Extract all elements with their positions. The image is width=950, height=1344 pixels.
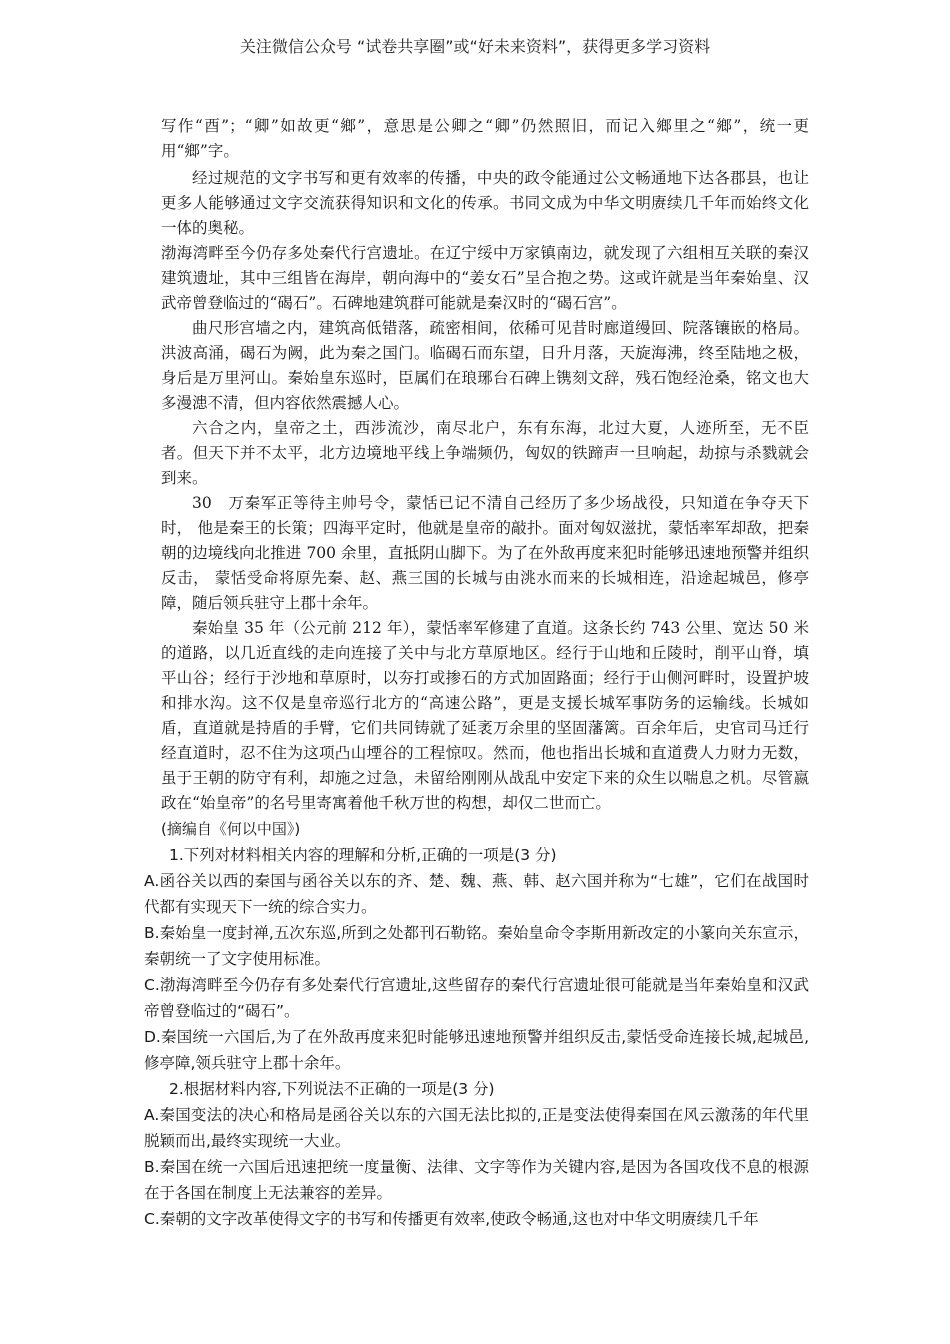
question-2-option-c: C.秦朝的文字改革使得文字的书写和传播更有效率,使政令畅通,这也对中华文明赓续几千年 (144, 1210, 759, 1228)
paragraph-1: 写作“酉”；“卿”如故更“鄉”，意思是公卿之“卿”仍然照旧，而记入鄉里之“鄉”，统一更用“鄉”字。 (161, 117, 809, 160)
paragraph-3: 渤海湾畔至今仍存多处秦代行宫遗址。在辽宁绥中万家镇南边，就发现了六组相互关联的秦汉建筑遗址，其中三组皆在海岸，朝向海中的“姜女石”呈合抱之势。这或许就是当年秦始皇、汉武帝曾登临过的“碣石”。石碑地建筑群可能就是秦汉时的“碣石宫”。 (161, 244, 809, 312)
paragraph-4: 曲尺形宫墙之内，建筑高低错落，疏密相间，依稀可见昔时廊道缦回、院落镶嵌的格局。洪波高涌，碣石为阙，此为秦之国门。临碣石而东望，日升月落，天旋海沸，终至陆地之极，身后是万里河山。秦始皇东巡时，臣属们在琅琊台石碑上镌刻文辞，残石饱经沧桑，铭文也大多漫漶不清，但内容依然震撼人心。 (161, 319, 809, 412)
question-2-option-a: A.秦国变法的决心和格局是函谷关以东的六国无法比拟的,正是变法使得秦国在风云激荡的年代里脱颖而出,最终实现统一大业。 (144, 1106, 809, 1150)
paragraph-7: 秦始皇 35 年（公元前 212 年），蒙恬率军修建了直道。这条长约 743 公里、宽达 50 米的道路，以几近直线的走向连接了关中与北方草原地区。经行于山地和丘陵时，削平山脊，填平山谷；经行于沙地和草原时，以夯打或掺石的方式加固路面；经行于山侧河畔时，设置护坡和排水沟。这不仅是皇帝巡行北方的“高速公路”，更是支援长城军事防务的运输线。长城如盾，直道就是持盾的手臂，它们共同铸就了延袤万余里的坚固藩篱。百余年后，史官司马迁行经直道时，忍不住为这项凸山堙谷的工程惊叹。然而，他也指出长城和直道费人力财力无数，虽于王朝的防守有利，却施之过急，未留给刚刚从战乱中安定下来的众生以喘息之机。尽管嬴政在“始皇帝”的名号里寄寓着他千秋万世的构想，却仅二世而亡。 (161, 619, 809, 812)
question-1-option-c: C.渤海湾畔至今仍存有多处秦代行宫遗址,这些留存的秦代行宫遗址很可能就是当年秦始皇和汉武帝曾登临过的“碣石”。 (144, 976, 809, 1020)
question-1-option-d: D.秦国统一六国后,为了在外敌再度来犯时能够迅速地预警并组织反击,蒙恬受命连接长城,起城邑,修亭障,领兵驻守上郡十余年。 (144, 1028, 809, 1072)
paragraph-6: 30 万秦军正等待主帅号令，蒙恬已记不清自己经历了多少场战役，只知道在争夺天下时， 他是秦王的长策；四海平定时，他就是皇帝的敲扑。面对匈奴滋扰，蒙恬率军却敌，把秦朝的边境线向北推进 700 余里，直抵阴山脚下。为了在外敌再度来犯时能够迅速地预警并组织反击， 蒙恬受命将原先秦、赵、燕三国的长城与由洮水而来的长城相连，沿途起城邑，修亭障，随后领兵驻守上郡十余年。 (161, 494, 809, 612)
question-1-option-a: A.函谷关以西的秦国与函谷关以东的齐、楚、魏、燕、韩、赵六国并称为“七雄”，它们在战国时代都有实现天下一统的综合实力。 (144, 872, 809, 916)
page-header: 关注微信公众号 “试卷共享圈”或“好未来资料”，获得更多学习资料 (239, 37, 711, 56)
question-1-option-b: B.秦始皇一度封禅,五次东巡,所到之处都刊石勒铭。秦始皇命令李斯用新改定的小篆向关东宣示，秦朝统一了文字使用标准。 (144, 924, 809, 968)
paragraph-2: 经过规范的文字书写和更有效率的传播，中央的政令能通过公文畅通地下达各郡县，也让更多人能够通过文字交流获得知识和文化的传承。书同文成为中华文明赓续几千年而始终文化一体的奥秘。 (161, 169, 809, 237)
question-1-stem: 1.下列对材料相关内容的理解和分析,正确的一项是(3 分) (169, 846, 557, 864)
question-2-stem: 2.根据材料内容,下列说法不正确的一项是(3 分) (169, 1080, 495, 1098)
source-citation: (摘编自《何以中国》) (161, 820, 301, 838)
paragraph-5: 六合之内，皇帝之土，西涉流沙，南尽北户，东有东海，北过大夏，人迹所至，无不臣者。但天下并不太平，北方边境地平线上争端频仍，匈奴的铁蹄声一旦响起，劫掠与杀戮就会到来。 (161, 419, 809, 487)
question-2-option-b: B.秦国在统一六国后迅速把统一度量衡、法律、文字等作为关键内容,是因为各国攻伐不息的根源在于各国在制度上无法兼容的差异。 (144, 1158, 809, 1202)
document-body (144, 114, 809, 1232)
